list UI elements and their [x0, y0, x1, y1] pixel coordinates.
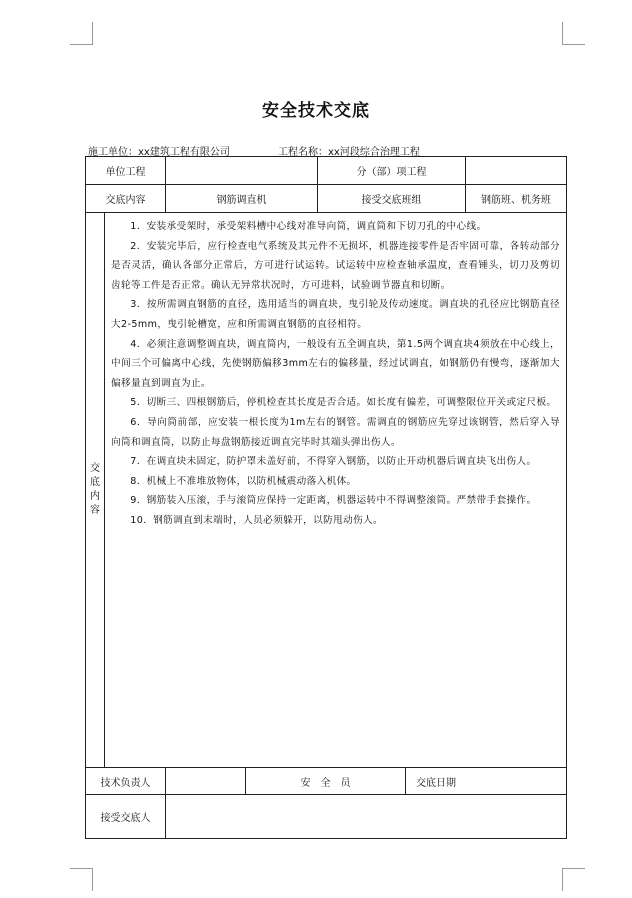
crop-mark-top-left	[70, 22, 93, 45]
project-name: 工程名称：xx河段综合治理工程	[278, 147, 420, 158]
item-4: 4．必须注意调整调直块，调直筒内，一般设有五全调直块，第1.5两个调直块4须放在中心线上，中间三个可偏离中心线，先使钢筋偏移3mm左右的偏移量，经过试调直，如钢筋仍有慢弯，逐渐加大偏移量直到调直为止。	[111, 338, 560, 389]
crop-mark-bottom-left	[70, 868, 93, 891]
item-1: 1．安装承受架时，承受架料槽中心线对准导向筒，调直筒和下切刀孔的中心线。	[130, 221, 487, 232]
unit-project-label: 单位工程	[86, 157, 166, 185]
crop-mark-top-right	[562, 22, 585, 45]
unit-project-value[interactable]	[166, 157, 318, 185]
receiver-label: 接受交底人	[86, 795, 166, 839]
item-7: 7．在调直块未固定，防护罩未盖好前，不得穿入钢筋，以防止开动机器后调直块飞出伤人。	[130, 456, 537, 468]
crop-mark-bottom-right	[562, 868, 585, 891]
document-title: 安全技术交底	[262, 101, 370, 121]
item-6: 6．导向筒前部，应安装一根长度为1m左右的钢管。需调直的钢筋应先穿过该钢管，然后穿入导向筒和调直筒，以防止每盘钢筋接近调直完毕时其端头弹出伤人。	[111, 416, 560, 448]
item-8: 8．机械上不准堆放物体，以防机械震动落入机体。	[130, 475, 357, 487]
content-label: 交底内容	[86, 185, 166, 213]
item-5: 5．切断三、四根钢筋后，停机检查其长度是否合适。如长度有偏差，可调整限位开关或定尺板。	[130, 397, 557, 409]
side-label: 交 底 内 容	[86, 213, 105, 768]
item-2: 2．安装完毕后，应行检查电气系统及其元件不无损坏，机器连接零件是否牢固可靠，各转动部分是否灵活，确认各部分正常后，方可进行试运转。试运转中应检查轴承温度，查看锤头，切刀及剪切齿轮等工件是否正常。确认无异常状况时，方可进料，试验调节器直和切断。	[111, 240, 560, 291]
construction-unit: 施工单位：xx建筑工程有限公司	[88, 147, 230, 158]
tech-lead-value[interactable]	[166, 768, 246, 795]
receiver-value[interactable]	[166, 795, 567, 839]
team-label: 接受交底班组	[318, 185, 466, 213]
sub-project-label: 分（部）项工程	[318, 157, 466, 185]
disclosure-content	[105, 213, 567, 768]
item-10: 10．钢筋调直到末端时，人员必须躲开，以防甩动伤人。	[130, 514, 384, 526]
date-label: 交底日期	[406, 768, 567, 795]
content-value[interactable]: 钢筋调直机	[166, 185, 318, 213]
sub-project-value[interactable]	[466, 157, 567, 185]
disclosure-table	[85, 156, 567, 839]
item-9: 9．钢筋装入压滚，手与滚筒应保持一定距离，机器运转中不得调整滚筒。严禁带手套操作。	[130, 495, 537, 507]
safety-officer-label: 安 全 员	[246, 768, 406, 795]
tech-lead-label: 技术负责人	[86, 768, 166, 795]
item-3: 3．按所需调直钢筋的直径，选用适当的调直块，曳引轮及传动速度。调直块的孔径应比钢筋直径大2-5mm，曳引轮槽宽，应和所需调直钢筋的直径相符。	[111, 299, 560, 330]
team-value[interactable]: 钢筋班、机务班	[466, 185, 567, 213]
